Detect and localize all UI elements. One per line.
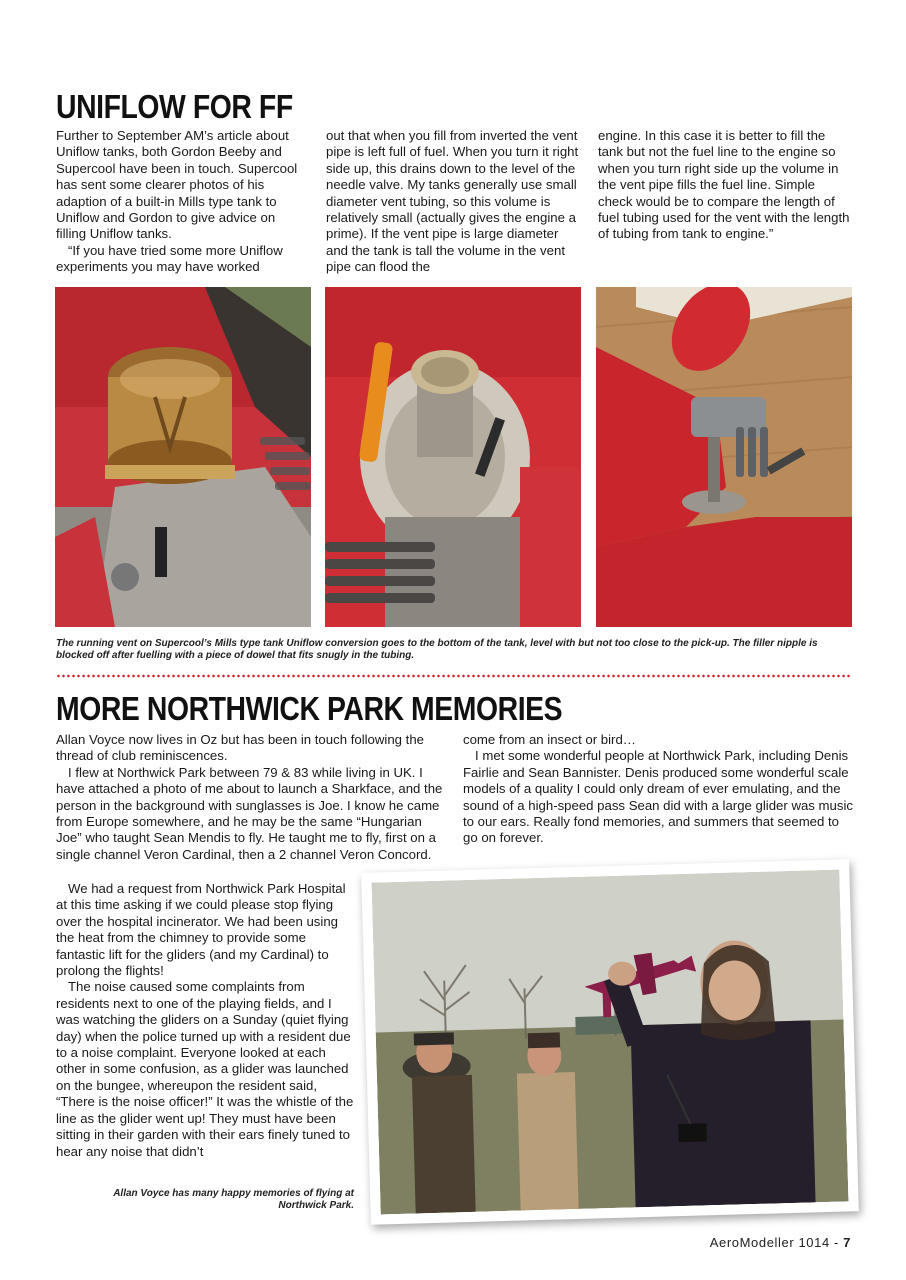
paragraph: “If you have tried some more Uniflow experiments you may have worked bbox=[56, 242, 283, 275]
article-title-northwick: MORE NORTHWICK PARK MEMORIES bbox=[56, 690, 563, 727]
article-title-uniflow: UNIFLOW FOR FF bbox=[56, 88, 293, 125]
paragraph: out that when you fill from inverted the vent pipe is left full of fuel. When you turn it right side up, this drains down to the level of the needle valve. My tanks generally use small diameter vent tubing, so this volume is relatively small (actually gives the engine a prime). If the vent pipe is large diameter and the tank is tall the volume in the vent pipe can flood the bbox=[326, 128, 579, 275]
paragraph: engine. In this case it is better to fill the tank but not the fuel line to the engine so when you turn right side up the volume in the vent pipe fills the fuel line. Simple check would be to compare the length of fuel tubing used for the vent with the length of tubing from tank to engine.” bbox=[598, 128, 850, 242]
engine-photo bbox=[596, 287, 852, 627]
northwick-photo-caption: Allan Voyce has many happy memories of flying at Northwick Park. bbox=[113, 1188, 354, 1211]
northwick-park-photo bbox=[361, 859, 859, 1224]
paragraph: come from an insect or bird… bbox=[463, 732, 636, 747]
page-footer bbox=[610, 1235, 851, 1250]
paragraph: Allan Voyce now lives in Oz but has been in touch following the thread of club reminiscences. bbox=[56, 732, 425, 764]
article2-column-1 bbox=[56, 732, 444, 863]
article2-column-2 bbox=[463, 732, 855, 847]
paragraph: I met some wonderful people at Northwick Park, including Denis Fairlie and Sean Bannister. Denis produced some wonderful scale models of a quality I could only dream of ever emulating, and the sound of a high-speed pass Sean did with a large glider was music to our ears. Really fond memories, and summers that seemed to go on forever. bbox=[463, 748, 853, 846]
page-number: 7 bbox=[843, 1235, 851, 1250]
paragraph: We had a request from Northwick Park Hospital at this time asking if we could please stop flying over the hospital incinerator. We had been using the heat from the chimney to provide some fantastic lift for the gliders (and my Cardinal) to prolong the flights! bbox=[56, 881, 346, 979]
article2-column-1-lower bbox=[56, 881, 356, 1160]
paragraph: The noise caused some complaints from residents next to one of the playing fields, and I was watching the gliders on a Sunday (quiet flying day) when the police turned up with a resident due to a noise complaint. Everyone looked at each other in some confusion, as a glider was launched on the bungee, whereupon the resident said, “There is the noise officer!” It was the whistle of the line as the glider went up! They must have been sitting in their garden with their ears finely tuned to hear any noise that didn’t bbox=[56, 979, 354, 1159]
article1-column-2 bbox=[326, 128, 581, 276]
article1-column-1 bbox=[56, 128, 308, 276]
tank-photo-1 bbox=[55, 287, 311, 627]
tank-photos-caption: The running vent on Supercool’s Mills type tank Uniflow conversion goes to the bottom of the tank, level with but not too close to the pick-up. The filler nipple is blocked off after fuelling with a piece of dowel that fits snugly in the tubing. bbox=[56, 638, 818, 661]
article1-column-3 bbox=[598, 128, 853, 243]
dotted-divider bbox=[56, 674, 852, 678]
paragraph: I flew at Northwick Park between 79 & 83 while living in UK. I have attached a photo of me about to launch a Sharkface, and the person in the background with sunglasses is Joe. I know he came from Europe somewhere, and he may be the same “Hungarian Joe” who taught Sean Mendis to fly. He taught me to fly, first on a single channel Veron Cardinal, then a 2 channel Veron Concord. bbox=[56, 764, 443, 862]
paragraph: Further to September AM’s article about Uniflow tanks, both Gordon Beeby and Supercool have been in touch. Supercool has sent some clearer photos of his adaption of a built-in Mills type tank to Uniflow and Gordon to give advice on filling Uniflow tanks. bbox=[56, 128, 298, 242]
magazine-name: AeroModeller 1014 - bbox=[709, 1235, 844, 1250]
tank-photo-2 bbox=[325, 287, 581, 627]
